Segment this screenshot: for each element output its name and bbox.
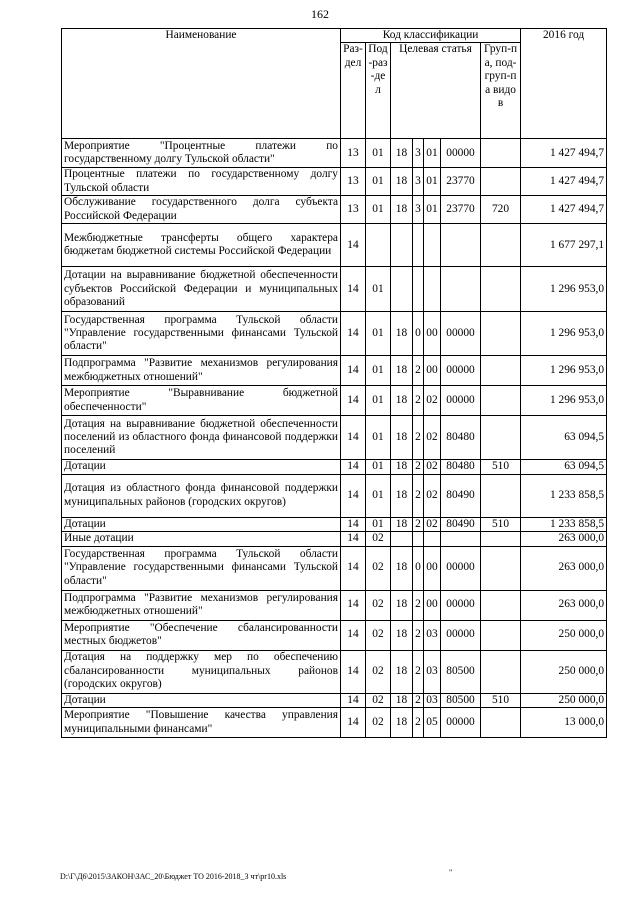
- row-target-direction-cell: 00000: [441, 139, 481, 168]
- row-target-program-cell: 18: [391, 474, 413, 517]
- table-row: [62, 224, 607, 267]
- row-razdel-cell: 14: [341, 532, 366, 546]
- row-name-cell: Мероприятие "Выравнивание бюджетной обеспеченности": [62, 386, 341, 416]
- table-row: [62, 356, 607, 386]
- header-podrazdel: Под-раз-дел: [366, 43, 391, 139]
- row-amount-cell: 1 233 858,5: [521, 474, 607, 517]
- row-target-direction-cell: 00000: [441, 708, 481, 738]
- row-podrazdel-cell: 02: [366, 546, 391, 590]
- row-group-cell: [481, 416, 521, 460]
- row-target-program-cell: 18: [391, 168, 413, 196]
- table-row: [62, 312, 607, 356]
- row-name-cell: Дотация на выравнивание бюджетной обеспеченности поселений из областного фонда финансовой поддержки поселений: [62, 416, 341, 460]
- row-target-event-cell: 02: [424, 460, 441, 474]
- row-amount-cell: 263 000,0: [521, 546, 607, 590]
- row-target-event-cell: [424, 532, 441, 546]
- row-podrazdel-cell: 01: [366, 517, 391, 531]
- row-target-event-cell: [424, 224, 441, 267]
- row-target-program-cell: 18: [391, 708, 413, 738]
- row-target-direction-cell: [441, 532, 481, 546]
- row-target-direction-cell: 80500: [441, 650, 481, 693]
- table-body: [62, 139, 607, 738]
- row-target-event-cell: 00: [424, 356, 441, 386]
- row-target-direction-cell: 80490: [441, 517, 481, 531]
- row-target-event-cell: 00: [424, 312, 441, 356]
- row-group-cell: 510: [481, 693, 521, 707]
- row-target-direction-cell: 80500: [441, 693, 481, 707]
- row-target-program-cell: 18: [391, 590, 413, 620]
- row-name-cell: Дотации: [62, 460, 341, 474]
- row-amount-cell: 63 094,5: [521, 460, 607, 474]
- row-name-cell: Иные дотации: [62, 532, 341, 546]
- table-row: [62, 650, 607, 693]
- row-razdel-cell: 14: [341, 416, 366, 460]
- row-name-cell: Дотации на выравнивание бюджетной обеспеченности субъектов Российской Федерации и муниципальных образований: [62, 267, 341, 312]
- row-target-subprogram-cell: 2: [413, 517, 424, 531]
- row-group-cell: 510: [481, 460, 521, 474]
- row-amount-cell: 263 000,0: [521, 532, 607, 546]
- table-row: [62, 517, 607, 531]
- row-amount-cell: 263 000,0: [521, 590, 607, 620]
- table-row: [62, 168, 607, 196]
- row-target-subprogram-cell: 0: [413, 546, 424, 590]
- row-amount-cell: 13 000,0: [521, 708, 607, 738]
- row-name-cell: Дотация на поддержку мер по обеспечению сбалансированности муниципальных районов (городских округов): [62, 650, 341, 693]
- table-row: [62, 590, 607, 620]
- row-podrazdel-cell: 02: [366, 708, 391, 738]
- row-target-event-cell: 00: [424, 546, 441, 590]
- row-target-program-cell: 18: [391, 196, 413, 224]
- row-target-subprogram-cell: 0: [413, 312, 424, 356]
- row-name-cell: Государственная программа Тульской области "Управление государственными финансами Тульской области": [62, 312, 341, 356]
- row-target-direction-cell: 00000: [441, 546, 481, 590]
- row-amount-cell: 250 000,0: [521, 693, 607, 707]
- row-razdel-cell: 14: [341, 267, 366, 312]
- row-target-direction-cell: 00000: [441, 312, 481, 356]
- row-target-program-cell: [391, 532, 413, 546]
- row-razdel-cell: 13: [341, 168, 366, 196]
- row-target-event-cell: 02: [424, 386, 441, 416]
- row-group-cell: [481, 474, 521, 517]
- row-amount-cell: 1 233 858,5: [521, 517, 607, 531]
- row-podrazdel-cell: [366, 224, 391, 267]
- row-target-direction-cell: 00000: [441, 590, 481, 620]
- row-target-direction-cell: 80480: [441, 460, 481, 474]
- row-name-cell: Мероприятие "Обеспечение сбалансированности местных бюджетов": [62, 620, 341, 650]
- row-razdel-cell: 14: [341, 517, 366, 531]
- row-razdel-cell: 14: [341, 312, 366, 356]
- row-target-direction-cell: 00000: [441, 356, 481, 386]
- row-podrazdel-cell: 01: [366, 416, 391, 460]
- table-row: [62, 708, 607, 738]
- row-target-event-cell: 03: [424, 620, 441, 650]
- row-group-cell: [481, 546, 521, 590]
- row-target-event-cell: 02: [424, 416, 441, 460]
- table-row: [62, 196, 607, 224]
- row-podrazdel-cell: 01: [366, 139, 391, 168]
- row-podrazdel-cell: 02: [366, 532, 391, 546]
- row-podrazdel-cell: 02: [366, 693, 391, 707]
- row-amount-cell: 1 296 953,0: [521, 267, 607, 312]
- table-row: [62, 532, 607, 546]
- row-razdel-cell: 14: [341, 590, 366, 620]
- row-razdel-cell: 13: [341, 196, 366, 224]
- row-podrazdel-cell: 01: [366, 312, 391, 356]
- row-group-cell: 510: [481, 517, 521, 531]
- row-amount-cell: 250 000,0: [521, 650, 607, 693]
- row-razdel-cell: 14: [341, 356, 366, 386]
- row-target-program-cell: 18: [391, 312, 413, 356]
- row-podrazdel-cell: 01: [366, 196, 391, 224]
- row-target-subprogram-cell: 3: [413, 139, 424, 168]
- row-name-cell: Дотации: [62, 517, 341, 531]
- footer-mark: ": [449, 868, 453, 877]
- row-group-cell: [481, 620, 521, 650]
- row-amount-cell: 1 427 494,7: [521, 168, 607, 196]
- row-amount-cell: 63 094,5: [521, 416, 607, 460]
- row-razdel-cell: 14: [341, 693, 366, 707]
- table-row: [62, 474, 607, 517]
- row-target-subprogram-cell: 2: [413, 460, 424, 474]
- row-target-subprogram-cell: 2: [413, 708, 424, 738]
- header-year: 2016 год: [521, 29, 607, 139]
- row-name-cell: Процентные платежи по государственному долгу Тульской области: [62, 168, 341, 196]
- table-row: [62, 620, 607, 650]
- row-target-program-cell: 18: [391, 546, 413, 590]
- row-target-event-cell: 03: [424, 693, 441, 707]
- row-target-subprogram-cell: 2: [413, 620, 424, 650]
- row-razdel-cell: 14: [341, 650, 366, 693]
- row-name-cell: Подпрограмма "Развитие механизмов регулирования межбюджетных отношений": [62, 590, 341, 620]
- row-target-subprogram-cell: 2: [413, 693, 424, 707]
- row-group-cell: [481, 224, 521, 267]
- row-razdel-cell: 14: [341, 386, 366, 416]
- row-target-program-cell: 18: [391, 416, 413, 460]
- row-podrazdel-cell: 01: [366, 386, 391, 416]
- row-group-cell: [481, 267, 521, 312]
- row-target-subprogram-cell: 2: [413, 590, 424, 620]
- header-razdel: Раз-дел: [341, 43, 366, 139]
- row-target-event-cell: 00: [424, 590, 441, 620]
- row-target-event-cell: 01: [424, 196, 441, 224]
- row-target-program-cell: 18: [391, 620, 413, 650]
- row-razdel-cell: 14: [341, 474, 366, 517]
- row-target-subprogram-cell: 2: [413, 416, 424, 460]
- row-target-program-cell: 18: [391, 139, 413, 168]
- page-number: 162: [311, 7, 329, 21]
- table-row: [62, 693, 607, 707]
- header-name: Наименование: [62, 29, 341, 139]
- row-group-cell: [481, 168, 521, 196]
- row-razdel-cell: 14: [341, 460, 366, 474]
- row-razdel-cell: 13: [341, 139, 366, 168]
- row-target-subprogram-cell: 2: [413, 356, 424, 386]
- header-group: Груп-па, под-груп-па видов: [481, 43, 521, 139]
- row-name-cell: Дотации: [62, 693, 341, 707]
- row-group-cell: [481, 590, 521, 620]
- row-target-subprogram-cell: 3: [413, 168, 424, 196]
- row-target-subprogram-cell: 2: [413, 474, 424, 517]
- row-amount-cell: 1 296 953,0: [521, 356, 607, 386]
- row-target-direction-cell: 80490: [441, 474, 481, 517]
- row-name-cell: Государственная программа Тульской области "Управление государственными финансами Тульской области": [62, 546, 341, 590]
- budget-table: [61, 28, 607, 738]
- header-code-group: Код классификации: [341, 29, 521, 43]
- row-target-subprogram-cell: [413, 224, 424, 267]
- row-podrazdel-cell: 02: [366, 650, 391, 693]
- row-target-direction-cell: 23770: [441, 168, 481, 196]
- row-target-direction-cell: [441, 267, 481, 312]
- row-target-event-cell: 02: [424, 474, 441, 517]
- row-group-cell: [481, 139, 521, 168]
- row-target-direction-cell: 80480: [441, 416, 481, 460]
- row-target-event-cell: 05: [424, 708, 441, 738]
- row-target-program-cell: 18: [391, 356, 413, 386]
- row-name-cell: Мероприятие "Процентные платежи по государственному долгу Тульской области": [62, 139, 341, 168]
- row-target-program-cell: [391, 267, 413, 312]
- row-group-cell: [481, 708, 521, 738]
- row-podrazdel-cell: 01: [366, 474, 391, 517]
- row-razdel-cell: 14: [341, 620, 366, 650]
- row-group-cell: [481, 312, 521, 356]
- row-target-subprogram-cell: [413, 267, 424, 312]
- row-target-program-cell: 18: [391, 650, 413, 693]
- row-podrazdel-cell: 01: [366, 460, 391, 474]
- row-amount-cell: 1 427 494,7: [521, 196, 607, 224]
- row-amount-cell: 1 296 953,0: [521, 312, 607, 356]
- row-name-cell: Межбюджетные трансферты общего характера бюджетам бюджетной системы Российской Федерации: [62, 224, 341, 267]
- row-podrazdel-cell: 01: [366, 267, 391, 312]
- row-amount-cell: 1 296 953,0: [521, 386, 607, 416]
- header-target-article: Целевая статья: [391, 43, 481, 139]
- table-row: [62, 546, 607, 590]
- row-podrazdel-cell: 01: [366, 356, 391, 386]
- row-group-cell: [481, 356, 521, 386]
- row-target-event-cell: 03: [424, 650, 441, 693]
- row-group-cell: [481, 532, 521, 546]
- row-amount-cell: 1 427 494,7: [521, 139, 607, 168]
- row-target-program-cell: 18: [391, 386, 413, 416]
- row-razdel-cell: 14: [341, 224, 366, 267]
- row-target-subprogram-cell: 2: [413, 386, 424, 416]
- row-target-direction-cell: 00000: [441, 620, 481, 650]
- table-row: [62, 139, 607, 168]
- row-target-event-cell: 02: [424, 517, 441, 531]
- row-target-program-cell: 18: [391, 517, 413, 531]
- row-podrazdel-cell: 02: [366, 620, 391, 650]
- row-target-direction-cell: 00000: [441, 386, 481, 416]
- row-amount-cell: 250 000,0: [521, 620, 607, 650]
- row-target-subprogram-cell: 3: [413, 196, 424, 224]
- row-target-event-cell: 01: [424, 168, 441, 196]
- row-podrazdel-cell: 01: [366, 168, 391, 196]
- row-razdel-cell: 14: [341, 546, 366, 590]
- row-group-cell: [481, 650, 521, 693]
- row-target-direction-cell: [441, 224, 481, 267]
- row-podrazdel-cell: 02: [366, 590, 391, 620]
- row-target-program-cell: 18: [391, 460, 413, 474]
- row-target-subprogram-cell: [413, 532, 424, 546]
- row-name-cell: Дотация из областного фонда финансовой поддержки муниципальных районов (городских округов): [62, 474, 341, 517]
- row-razdel-cell: 14: [341, 708, 366, 738]
- row-group-cell: 720: [481, 196, 521, 224]
- table-row: [62, 460, 607, 474]
- row-name-cell: Мероприятие "Повышение качества управления муниципальными финансами": [62, 708, 341, 738]
- row-target-program-cell: 18: [391, 693, 413, 707]
- row-name-cell: Обслуживание государственного долга субъекта Российской Федерации: [62, 196, 341, 224]
- table-row: [62, 386, 607, 416]
- row-group-cell: [481, 386, 521, 416]
- row-target-program-cell: [391, 224, 413, 267]
- table-row: [62, 267, 607, 312]
- row-amount-cell: 1 677 297,1: [521, 224, 607, 267]
- row-target-subprogram-cell: 2: [413, 650, 424, 693]
- table-row: [62, 416, 607, 460]
- row-name-cell: Подпрограмма "Развитие механизмов регулирования межбюджетных отношений": [62, 356, 341, 386]
- row-target-event-cell: [424, 267, 441, 312]
- footer-file-path: D:\Г\Д6\2015\ЗАКОН\ЗАС_20\Бюджет ТО 2016-2018_3 чт\pr10.xls: [60, 872, 287, 881]
- row-target-event-cell: 01: [424, 139, 441, 168]
- row-target-direction-cell: 23770: [441, 196, 481, 224]
